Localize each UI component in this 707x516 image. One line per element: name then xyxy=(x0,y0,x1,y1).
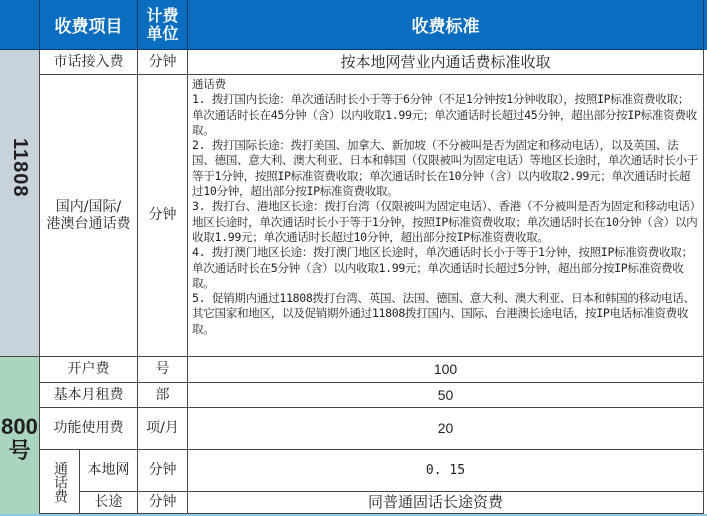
row-setup-fee-standard xyxy=(188,357,704,383)
row-monthly-fee-unit xyxy=(138,383,188,408)
section-label-800-line2: 号 xyxy=(8,437,31,463)
row-local-call-standard xyxy=(188,450,704,492)
row-feature-fee-unit xyxy=(138,408,188,450)
row-local-call-unit xyxy=(138,450,188,492)
row-unit-label: 分钟 xyxy=(148,53,177,70)
desc-item-4: 4. 拨打澳门地区长途：拨打澳门地区长途时，单次通话时长小于等于1分钟，按照IP标准资费收取；单次通话时长在5分钟（含）以内收取1.99元；单次通话时长超过5分钟，超出部分按IP标准资费收取。 xyxy=(192,245,693,290)
row-unit-label: 分钟 xyxy=(148,207,177,223)
row-setup-fee-unit xyxy=(138,357,188,383)
call-fee-group-text: 通话费 xyxy=(52,460,68,503)
header-unit xyxy=(138,0,188,50)
header-standard-label: 收费标准 xyxy=(411,17,480,37)
row-standard-text: 按本地网营业内通话费标准收取 xyxy=(340,52,551,71)
row-unit-label: 分钟 xyxy=(148,462,177,478)
row-unit-label: 号 xyxy=(155,361,170,377)
row-local-access-standard xyxy=(188,50,704,75)
header-corner xyxy=(0,0,40,50)
row-long-distance-standard xyxy=(188,75,704,357)
header-item xyxy=(40,0,138,50)
section-label-800 xyxy=(0,357,40,514)
row-unit-label: 分钟 xyxy=(148,494,177,510)
desc-item-2: 2. 拨打国际长途：拨打美国、加拿大、新加坡（不分被叫是否为固定和移动电话），以及英国、法国、德国、意大利、澳大利亚、日本和韩国（仅限被叫为固定电话）等地区长途时，单次通话时长小于等于1分钟，按照IP标准资费收取；单次通话时长在10分钟（含）以内收取2.99元；单次通话时长超过10分钟，超出部分按IP标准资费收取。 xyxy=(192,138,698,199)
desc-item-1: 1. 拨打国内长途：单次通话时长小于等于6分钟（不足1分钟按1分钟收取），按照IP标准资费收取；单次通话时长在45分钟（含）以内收取1.99元；单次通话时长超过45分钟，超出部分按IP标准资费收取。 xyxy=(192,92,697,137)
row-local-access-unit xyxy=(138,50,188,75)
call-fee-group-label xyxy=(40,450,80,514)
section-label-11808-text: 11808 xyxy=(9,138,31,198)
section-label-800-line1: 800 xyxy=(1,413,38,439)
row-feature-fee-standard xyxy=(188,408,704,450)
row-item-label: 长途 xyxy=(94,494,123,510)
row-local-call-item xyxy=(80,450,138,492)
desc-item-3: 3. 拨打台、港地区长途：拨打台湾（仅限被叫为固定电话）、香港（不分被叫是否为固定和移动电话）地区长途时，单次通话时长小于等于1分钟，按照IP标准资费收取；单次通话时长在10分钟（含）以内收取1.99元；单次通话时长超过10分钟，超出部分按IP标准资费收取。 xyxy=(192,199,698,244)
row-item-label-line2: 港澳台通话费 xyxy=(46,215,131,232)
row-setup-fee-item xyxy=(40,357,138,383)
row-item-label: 市话接入费 xyxy=(53,53,124,70)
row-monthly-fee-item xyxy=(40,383,138,408)
row-item-label: 开户费 xyxy=(67,361,110,377)
header-unit-line1: 计费 xyxy=(146,5,179,25)
row-unit-label: 部 xyxy=(155,386,170,403)
row-long-call-unit xyxy=(138,492,188,514)
row-local-access-item xyxy=(40,50,138,75)
row-feature-fee-item xyxy=(40,408,138,450)
row-item-label: 本地网 xyxy=(87,462,130,478)
row-long-call-standard xyxy=(188,492,704,514)
row-standard-value: 0. 15 xyxy=(425,463,466,478)
header-standard xyxy=(188,0,704,50)
row-monthly-fee-standard xyxy=(188,383,704,408)
row-item-label: 基本月租费 xyxy=(53,386,124,403)
row-standard-value: 100 xyxy=(433,361,458,377)
row-standard-text: 同普通固话长途资费 xyxy=(367,493,503,511)
header-item-label: 收费项目 xyxy=(54,17,123,37)
row-item-label: 功能使用费 xyxy=(53,420,124,436)
row-long-call-item xyxy=(80,492,138,514)
row-long-distance-unit xyxy=(138,75,188,357)
row-item-label-line1: 国内/国际/ xyxy=(55,198,122,215)
row-standard-value: 50 xyxy=(437,386,454,403)
desc-title: 通话费 xyxy=(192,77,226,91)
row-standard-value: 20 xyxy=(437,420,454,436)
row-long-distance-item xyxy=(40,75,138,357)
row-unit-label: 项/月 xyxy=(146,420,179,436)
header-unit-line2: 单位 xyxy=(146,23,179,43)
desc-item-5: 5. 促销期内通过11808拨打台湾、英国、法国、德国、意大利、澳大利亚、日本和韩国的移动电话、其它国家和地区，以及促销期外通过11808拨打国内、国际、台港澳长途电话，按IP电话标准资费收取。 xyxy=(192,291,695,336)
section-label-11808 xyxy=(0,50,40,357)
